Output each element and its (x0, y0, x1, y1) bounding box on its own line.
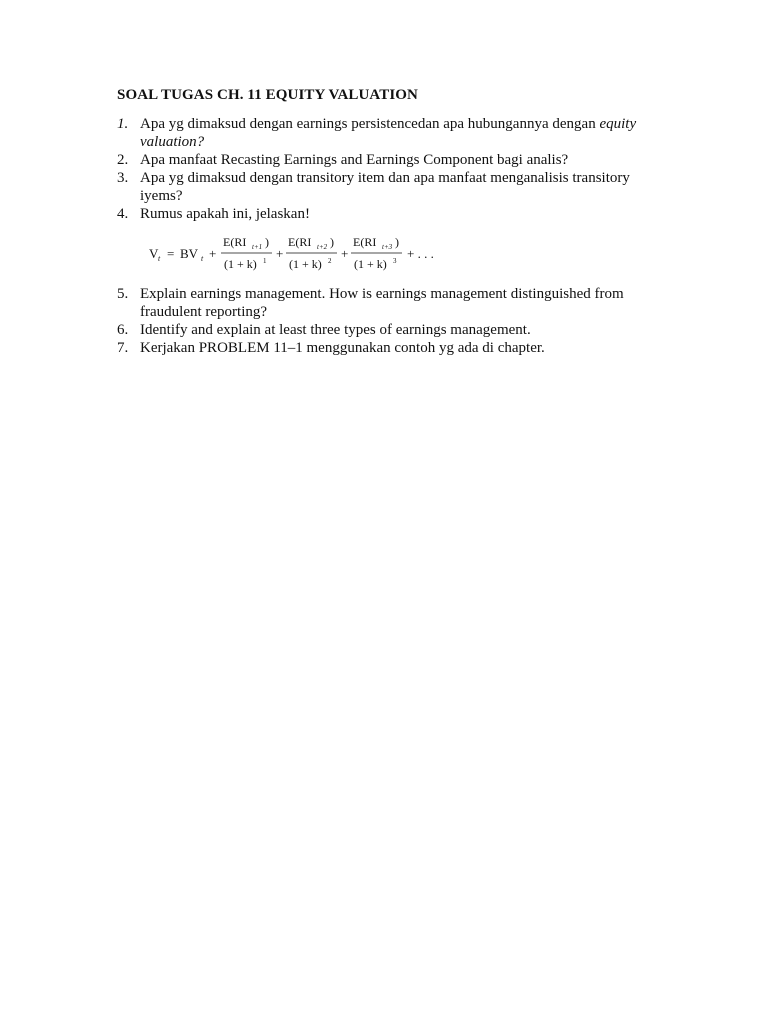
question-number: 4. (117, 206, 129, 222)
formula-equals: = (167, 246, 175, 261)
fraction-1-sub: t+1 (252, 243, 263, 251)
question-text: Rumus apakah ini, jelaskan! (140, 206, 310, 222)
formula-plus-1: + (209, 246, 217, 261)
question-number: 2. (117, 152, 129, 168)
fraction-2-exp: 2 (328, 257, 332, 265)
question-item-7 (117, 339, 657, 357)
question-text: Identify and explain at least three types of earnings management. (140, 322, 531, 338)
question-list (117, 115, 657, 357)
question-number: 1. (117, 116, 129, 132)
question-text: Kerjakan PROBLEM 11–1 menggunakan contoh yg ada di chapter. (140, 340, 545, 356)
question-text: Apa yg dimaksud dengan earnings persistencedan apa hubungannya dengan (140, 116, 600, 132)
fraction-3-denominator: (1 + k) (354, 257, 387, 271)
fraction-2-close: ) (330, 235, 334, 249)
question-item-3 (117, 169, 657, 205)
question-emphasis: equity valuation? (140, 116, 637, 150)
fraction-1-close: ) (265, 235, 269, 249)
question-number: 3. (117, 170, 129, 186)
question-item-2 (117, 151, 657, 169)
fraction-1-exp: 1 (263, 257, 267, 265)
question-text: Apa yg dimaksud dengan transitory item dan apa manfaat menganalisis transitory iyems? (140, 170, 630, 204)
valuation-formula (117, 229, 657, 279)
fraction-2-denominator: (1 + k) (289, 257, 322, 271)
fraction-3-exp: 3 (393, 257, 397, 265)
question-text: Apa manfaat Recasting Earnings and Earnings Component bagi analis? (140, 152, 569, 168)
formula-tail: + . . . (407, 246, 434, 261)
formula-lhs-sub: t (158, 254, 161, 263)
question-text: Explain earnings management. How is earnings management distinguished from fraudulent reporting? (140, 286, 624, 320)
formula-plus-2: + (276, 246, 284, 261)
fraction-3-sub: t+3 (382, 243, 393, 251)
question-item-1 (117, 115, 657, 151)
formula-graphic (149, 229, 469, 279)
fraction-1-numerator: E(RI (223, 235, 247, 249)
question-number: 5. (117, 286, 129, 302)
question-number: 7. (117, 340, 129, 356)
formula-plus-3: + (341, 246, 349, 261)
question-number: 6. (117, 322, 129, 338)
question-item-5 (117, 285, 657, 321)
formula-bv-sub: t (201, 254, 204, 263)
fraction-2-numerator: E(RI (288, 235, 312, 249)
fraction-3-close: ) (395, 235, 399, 249)
question-item-6 (117, 321, 657, 339)
formula-bv: BV (180, 246, 199, 261)
question-item-4 (117, 205, 657, 223)
document-title: SOAL TUGAS CH. 11 EQUITY VALUATION (117, 87, 418, 103)
fraction-2-sub: t+2 (317, 243, 328, 251)
fraction-3-numerator: E(RI (353, 235, 377, 249)
formula-lhs: V (149, 246, 159, 261)
fraction-1-denominator: (1 + k) (224, 257, 257, 271)
